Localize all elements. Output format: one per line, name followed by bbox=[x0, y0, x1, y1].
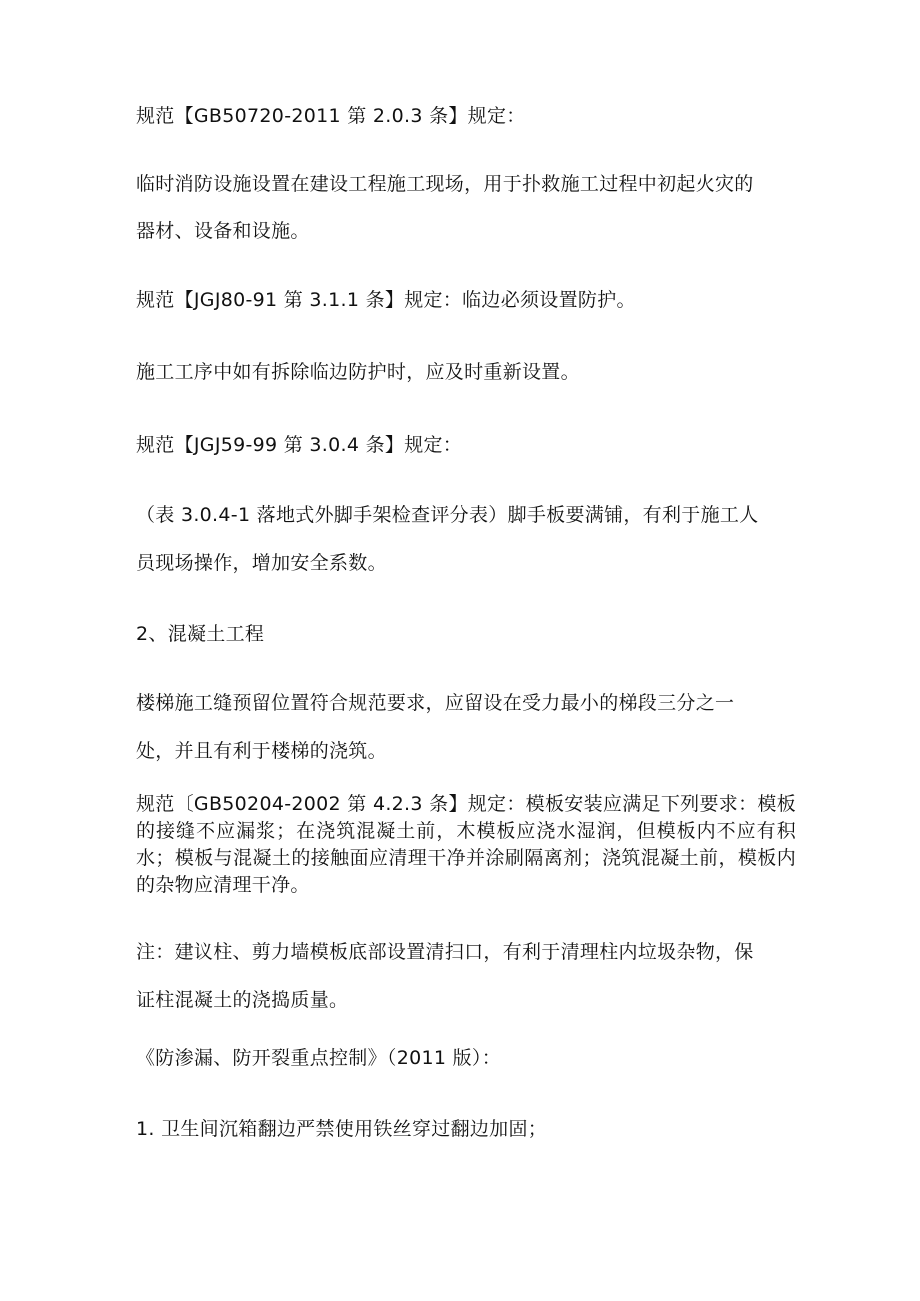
text-line: 规范【JGJ80-91 第 3.1.1 条】规定：临边必须设置防护。 bbox=[136, 289, 636, 311]
text-line: 施工工序中如有拆除临边防护时，应及时重新设置。 bbox=[136, 361, 580, 383]
text-line: 器材、设备和设施。 bbox=[136, 220, 310, 242]
text-line: 楼梯施工缝预留位置符合规范要求，应留设在受力最小的梯段三分之一 bbox=[136, 692, 735, 714]
text-line: 处，并且有利于楼梯的浇筑。 bbox=[136, 740, 387, 762]
section-heading: 2、混凝土工程 bbox=[136, 623, 265, 645]
note-line: 证柱混凝土的浇捣质量。 bbox=[136, 989, 349, 1011]
text-line: （表 3.0.4-1 落地式外脚手架检查评分表）脚手板要满铺，有利于施工人 bbox=[136, 504, 759, 526]
regulation-paragraph: 规范〔GB50204-2002 第 4.2.3 条】规定：模板安装应满足下列要求：模板的接缝不应漏浆；在浇筑混凝土前，木模板应浇水湿润，但模板内不应有积水；模板与混凝土的接触面应清理干净并涂刷隔离剂；浇筑混凝土前，模板内的杂物应清理干净。 bbox=[136, 793, 796, 896]
list-item: 1. 卫生间沉箱翻边严禁使用铁丝穿过翻边加固； bbox=[136, 1118, 548, 1140]
text-line: 临时消防设施设置在建设工程施工现场，用于扑救施工过程中初起火灾的 bbox=[136, 173, 754, 195]
text-line: 规范【JGJ59-99 第 3.0.4 条】规定： bbox=[136, 434, 463, 456]
text-line: 《防渗漏、防开裂重点控制》（2011 版）： bbox=[136, 1047, 501, 1069]
text-line: 规范【GB50720-2011 第 2.0.3 条】规定： bbox=[136, 105, 526, 127]
text-line: 员现场操作，增加安全系数。 bbox=[136, 552, 387, 574]
note-line: 注：建议柱、剪力墙模板底部设置清扫口，有利于清理柱内垃圾杂物，保 bbox=[136, 941, 754, 963]
